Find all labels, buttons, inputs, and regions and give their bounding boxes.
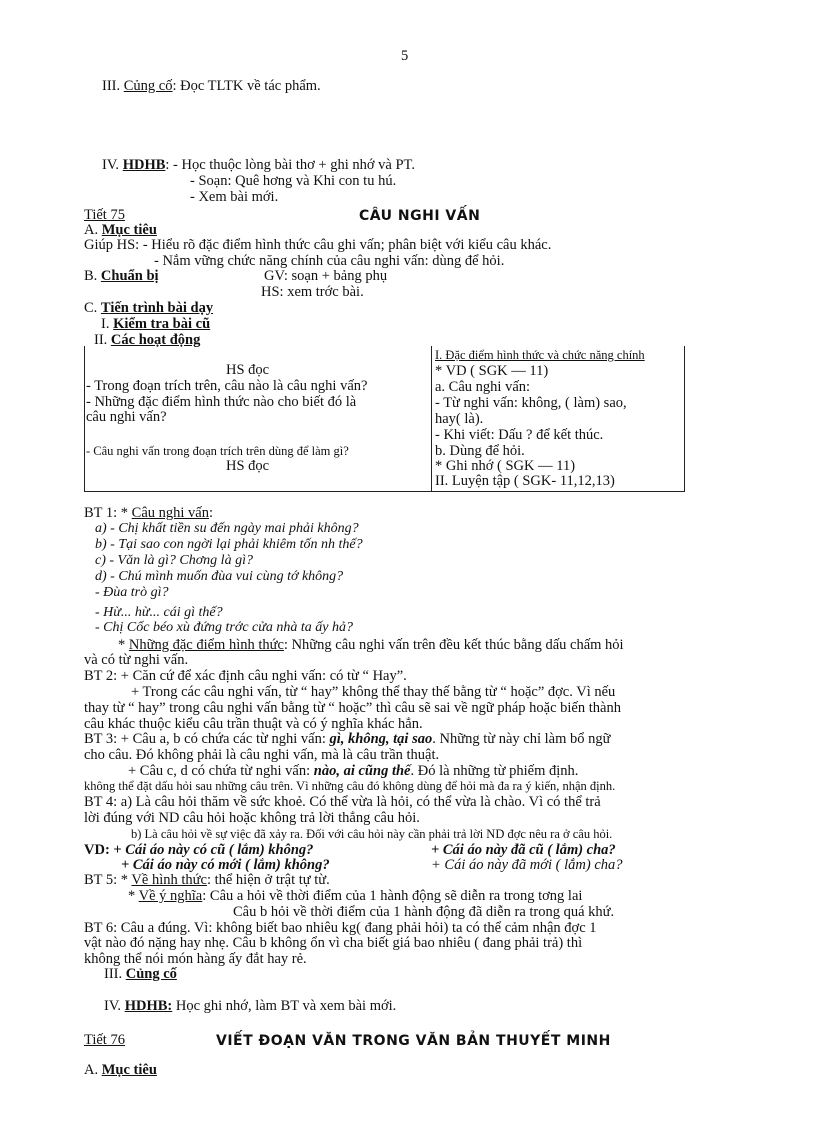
muc-tieu-2-prefix: A. [84, 1062, 102, 1078]
bt6-line-2: vật nào đó nặng hay nhẹ. Câu b không ổn vì cha biết giá bao nhiêu ( đang phải trả) thì [84, 935, 583, 951]
bt1-note-key: Những đặc điểm hình thức [128, 637, 284, 653]
bt3-line-2: cho câu. Đó không phải là câu nghi vấn, mà là câu trần thuật. [84, 747, 440, 763]
bt4-vd-2: + Cái áo này đã cũ ( lắm) cha? [431, 842, 616, 858]
bt1-key: Câu nghi vấn [131, 505, 209, 521]
bt3-line-4: không thể đặt dấu hỏi sau những câu trên. Vì những câu đó không dùng để hỏi mà đa ra ý kiến, nhận định. [84, 779, 616, 793]
table-right-vd: * VD ( SGK — 11) [435, 363, 549, 379]
kiem-tra-heading [101, 316, 210, 332]
table-question-1: - Trong đoạn trích trên, câu nào là câu nghi vấn? [86, 378, 368, 394]
tiet-76-label: Tiết 76 [84, 1032, 125, 1048]
bt1-item-d3: - Hừ... hừ... cái gì thế? [95, 605, 223, 620]
bt2-line-2: + Trong các câu nghi vấn, từ “ hay” không thể thay thế bằng từ “ hoặc” đợc. Vì nếu [131, 684, 616, 700]
bt3-text-a: BT 3: + Câu a, b có chứa các từ nghi vấn: [84, 731, 330, 747]
bt4-line-2: lời đúng với ND câu hỏi hoặc không trả lời thẳng câu hỏi. [84, 810, 420, 826]
bt5-star: * [128, 888, 139, 904]
bt1-item-a: a) - Chị khất tiền su đến ngày mai phải không? [95, 521, 359, 536]
muc-tieu-2 [84, 1062, 157, 1078]
bt1-note-star: * [118, 637, 129, 653]
bt1-item-d4: - Chị Cốc béo xù đứng trớc cửa nhà ta ấy hả? [95, 620, 353, 635]
muc-tieu-line-1: Giúp HS: - Hiểu rõ đặc điểm hình thức câu ghi vấn; phân biệt với kiểu câu khác. [84, 237, 552, 253]
table-right-hay-la: hay( là). [435, 411, 484, 427]
bt1-note-line-2: và có từ nghi vấn. [84, 652, 189, 668]
table-hs-doc-2: HS đọc [226, 458, 270, 474]
muc-tieu-line-2: - Nắm vững chức năng chính của câu nghi vấn: dùng để hỏi. [154, 253, 505, 269]
chuan-bi-heading [84, 268, 159, 284]
bt5-line-3: Câu b hỏi về thời điểm của 1 hành động đã diễn ra trong quá khứ. [233, 904, 615, 920]
bt2-line-1: BT 2: + Căn cứ để xác định câu nghi vấn: có từ “ Hay”. [84, 668, 407, 684]
cung-co-2 [104, 966, 177, 982]
bt4-line-1: BT 4: a) Là câu hỏi thăm về sức khoẻ. Có thể vừa là hỏi, có thể vừa là chào. Vì có thể trả [84, 794, 601, 810]
bt1-note-text: : Những câu nghi vấn trên đều kết thúc bằng dấu chấm hỏi [283, 637, 624, 653]
activity-table [84, 346, 685, 492]
chuan-bi-gv: GV: soạn + bảng phụ [264, 268, 388, 284]
bt5-key-2: Về ý nghĩa [138, 888, 203, 904]
hdhb-2-key: HDHB: [124, 998, 173, 1014]
tiet-75-label: Tiết 75 [84, 207, 125, 223]
bt1-item-d: d) - Chú mình muốn đùa vui cùng tớ không? [95, 569, 344, 584]
bt4-vd-line-1 [84, 842, 313, 858]
bt3-keywords-1: gì, không, tại sao [329, 731, 433, 747]
table-right-tu-nghi-van: - Từ nghi vấn: không, ( làm) sao, [435, 395, 627, 411]
muc-tieu-prefix: A. [84, 222, 102, 238]
table-right-a: a. Câu nghi vấn: [435, 379, 531, 395]
hoat-dong-prefix: II. [94, 332, 111, 348]
chuan-bi-hs: HS: xem trớc bài. [261, 284, 364, 300]
bt5-line-2 [128, 888, 582, 904]
bt1-label: BT 1: * [84, 505, 132, 521]
bt5-text-2: : Câu a hỏi về thời điểm của 1 hành động sẽ diễn ra trong tơng lai [202, 888, 583, 904]
cung-co-key: Củng cố [123, 78, 173, 94]
hdhb-line-3: - Xem bài mới. [190, 189, 279, 205]
bt4-vd-4: + Cái áo này đã mới ( lắm) cha? [431, 857, 623, 873]
bt3-line-1 [84, 731, 610, 747]
lesson-title-75: CÂU NGHI VẤN [359, 208, 481, 224]
tien-trinh-heading [84, 300, 213, 316]
hdhb-2-text: Học ghi nhớ, làm BT và xem bài mới. [172, 998, 397, 1014]
muc-tieu-2-key: Mục tiêu [101, 1062, 157, 1078]
bt1-note [118, 637, 624, 653]
table-right-luyen-tap: II. Luyện tập ( SGK- 11,12,13) [435, 473, 615, 489]
cung-co-2-label: III. [104, 966, 126, 982]
bt4-vd-label: VD: + [84, 842, 126, 858]
bt3-line-3 [128, 763, 578, 779]
bt3-keywords-2: nào, ai cũng thế [313, 763, 411, 779]
cung-co-text: : Đọc TLTK về tác phẩm. [172, 78, 321, 94]
bt2-line-3: thay từ “ hay” trong câu nghi vấn bằng từ “ hoặc” thì câu sẽ sai về ngữ pháp hoặc biến thành [84, 700, 621, 716]
chuan-bi-key: Chuẩn bị [100, 268, 159, 284]
lesson-title-76: VIẾT ĐOẠN VĂN TRONG VĂN BẢN THUYẾT MINH [216, 1033, 611, 1049]
hdhb-line-1 [102, 157, 415, 173]
kiem-tra-prefix: I. [101, 316, 114, 332]
bt3-text-3c: . Đó là những từ phiếm định. [410, 763, 579, 779]
bt5-key-1: Về hình thức [131, 872, 207, 888]
hdhb-text-1: : - Học thuộc lòng bài thơ + ghi nhớ và PT. [165, 157, 415, 173]
bt5-text-1: : thể hiện ở trật tự từ. [206, 872, 330, 888]
bt4-vd-3: + Cái áo này có mới ( lắm) không? [121, 857, 330, 873]
table-right-khi-viet: - Khi viết: Dấu ? để kết thúc. [435, 427, 604, 443]
table-right-ghi-nho: * Ghi nhớ ( SGK — 11) [435, 458, 576, 474]
cung-co-label: III. [102, 78, 124, 94]
cung-co-2-key: Củng cố [125, 966, 177, 982]
bt6-line-1: BT 6: Câu a đúng. Vì: không biết bao nhiêu kg( đang phải hỏi) ta có thể cảm nhận đợc 1 [84, 920, 597, 936]
page-number: 5 [401, 48, 409, 64]
hdhb-key: HDHB [122, 157, 166, 173]
tien-trinh-prefix: C. [84, 300, 101, 316]
bt4-vd-1: Cái áo này có cũ ( lắm) không? [125, 842, 314, 858]
hoat-dong-key: Các hoạt động [110, 332, 201, 348]
bt5-label: BT 5: * [84, 872, 132, 888]
table-hs-doc-1: HS đọc [226, 362, 270, 378]
cung-co-line [102, 78, 321, 94]
hdhb-2 [104, 998, 396, 1014]
bt3-text-3a: + Câu c, d có chứa từ nghi vấn: [128, 763, 314, 779]
table-question-3: - Câu nghi vấn trong đoạn trích trên dùng để làm gì? [86, 444, 349, 458]
bt1-item-b: b) - Tại sao con ngời lại phải khiêm tốn nh thế? [95, 537, 363, 552]
bt4-line-3: b) Là câu hỏi về sự việc đã xảy ra. Đối với câu hỏi này cần phải trả lời ND đợc nêu ra ở câu hỏi. [131, 827, 613, 841]
table-question-2a: - Những đặc điểm hình thức nào cho biết đó là [86, 394, 357, 410]
table-right-heading: I. Đặc điểm hình thức và chức năng chính [435, 348, 645, 362]
bt5-line-1 [84, 872, 330, 888]
tien-trinh-key: Tiến trình bài dạy [100, 300, 214, 316]
muc-tieu-heading [84, 222, 157, 238]
bt2-line-4: câu khác thuộc kiểu câu trần thuật và có ý nghĩa khác hẳn. [84, 716, 423, 732]
bt3-text-c: . Những từ này chỉ làm bổ ngữ [432, 731, 611, 747]
bt6-line-3: không thể nói món hàng ấy đắt hay rẻ. [84, 951, 307, 967]
table-right-b: b. Dùng để hỏi. [435, 443, 525, 459]
table-question-2b: câu nghi vấn? [86, 409, 167, 425]
hdhb-label: IV. [102, 157, 123, 173]
bt1-colon: : [209, 505, 214, 521]
hdhb-2-label: IV. [104, 998, 125, 1014]
hdhb-line-2: - Soạn: Quê hơng và Khi con tu hú. [190, 173, 397, 189]
muc-tieu-key: Mục tiêu [101, 222, 157, 238]
bt1-heading [84, 505, 213, 521]
table-divider [431, 346, 432, 492]
kiem-tra-key: Kiểm tra bài cũ [113, 316, 211, 332]
chuan-bi-prefix: B. [84, 268, 101, 284]
bt1-item-c: c) - Văn là gì? Chơng là gì? [95, 553, 253, 568]
bt1-item-d2: - Đùa trò gì? [95, 585, 169, 600]
